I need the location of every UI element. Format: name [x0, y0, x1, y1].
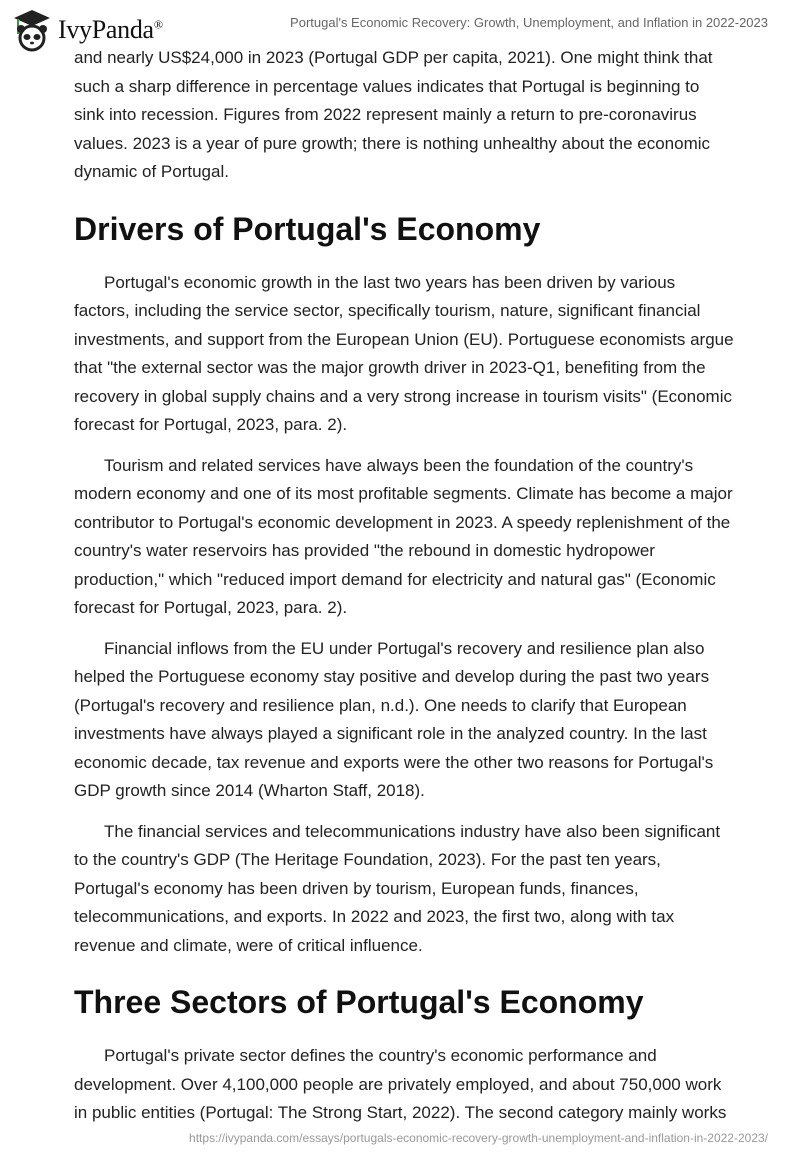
intro-paragraph: and nearly US$24,000 in 2023 (Portugal GDP per capita, 2021). One might think that such a sharp difference in percentage values indicates that Portugal is beginning to sink into recession. Figures from 2022 represent mainly a return to pre-coronavirus values. 2023 is a year of pure growth; there is nothing unhealthy about the economic dynamic of Portugal. — [74, 48, 713, 181]
essay-content — [74, 44, 734, 1140]
paragraph: Portugal's private sector defines the country's economic performance and development. Over 4,100,000 people are privately employed, and about 750,000 work in public entities (Portugal: The Strong Start, 2022). The second category mainly works — [74, 1046, 727, 1122]
section-heading-drivers: Drivers of Portugal's Economy — [74, 210, 541, 247]
document-title: Portugal's Economic Recovery: Growth, Unemployment, and Inflation in 2022-2023 — [290, 15, 768, 30]
page-url[interactable]: https://ivypanda.com/essays/portugals-economic-recovery-growth-unemployment-and-inflation-in-2022-2023/ — [189, 1131, 768, 1145]
section-heading-three-sectors: Three Sectors of Portugal's Economy — [74, 984, 644, 1020]
paragraph: Portugal's economic growth in the last two years has been driven by various factors, including the service sector, specifically tourism, nature, significant financial investments, and support from the European Union (EU). Portuguese economists argue that "the external sector was the major growth driver in 2023-Q1, benefiting from the recovery in global supply chains and a very strong increase in tourism visits" (Economic forecast for Portugal, 2023, para. 2). — [74, 272, 734, 434]
paragraph: The financial services and telecommunications industry have also been significant to the country's GDP (The Heritage Foundation, 2023). For the past ten years, Portugal's economy has been driven by tourism, European funds, finances, telecommunications, and exports. In 2022 and 2023, the first two, along with tax revenue and climate, were of critical influence. — [74, 821, 721, 955]
paragraph: Tourism and related services have always been the foundation of the country's modern economy and one of its most profitable segments. Climate has become a major contributor to Portugal's economic development in 2023. A speedy replenishment of the country's water reservoirs has provided "the rebound in domestic hydropower production," which "reduced import demand for electricity and natural gas" (Economic forecast for Portugal, 2023, para. 2). — [74, 455, 733, 617]
logo-text: IvyPanda® — [58, 15, 163, 44]
paragraph: Financial inflows from the EU under Portugal's recovery and resilience plan also helped the Portuguese economy stay positive and develop during the past two years (Portugal's recovery and resilience plan, n.d.). One needs to clarify that European investments have always played a significant role in the analyzed country. In the last economic decade, tax revenue and exports were the other two reasons for Portugal's GDP growth since 2014 (Wharton Staff, 2018). — [74, 638, 714, 800]
panda-graduate-icon — [12, 8, 52, 52]
